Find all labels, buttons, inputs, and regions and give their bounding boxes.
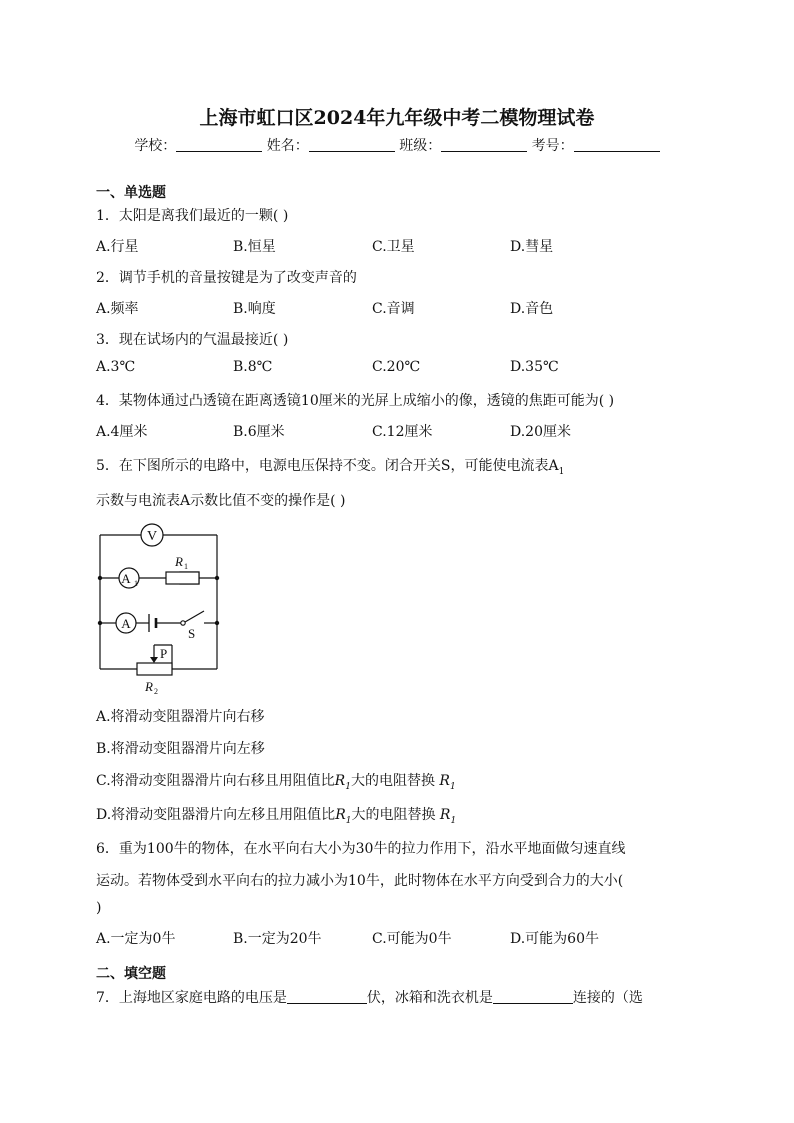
q7-part-1: 7．上海地区家庭电路的电压是 — [96, 990, 287, 1006]
q2-option-c[interactable]: C.音调 — [372, 301, 415, 317]
r1-symbol — [334, 773, 351, 792]
q6-option-d[interactable]: D.可能为60牛 — [510, 931, 599, 947]
question-3-stem: 3．现在试场内的气温最接近( ) — [96, 332, 289, 348]
q5-option-b[interactable]: B.将滑动变阻器滑片向左移 — [96, 741, 265, 757]
q1-option-d[interactable]: D.彗星 — [510, 239, 554, 255]
number-blank[interactable] — [574, 137, 660, 152]
q7-blank-2[interactable] — [493, 989, 573, 1004]
q4-option-d[interactable]: D.20厘米 — [510, 424, 571, 440]
resistor-r1-body — [166, 572, 199, 584]
r1-symbol — [435, 773, 456, 792]
slider-arrow-icon — [150, 657, 158, 663]
r2-label: R — [145, 679, 153, 694]
switch-contact — [181, 621, 185, 625]
question-5-stem-line-1 — [96, 455, 564, 477]
q1-option-a[interactable]: A.行星 — [96, 239, 139, 255]
q4-option-a[interactable]: A.4厘米 — [96, 424, 148, 440]
rheostat-r2 — [137, 663, 172, 675]
school-blank[interactable] — [176, 137, 262, 152]
q5-option-d-mid: 大的电阻替换 — [351, 807, 436, 823]
q5-option-c[interactable] — [96, 770, 456, 792]
q3-option-c[interactable]: C.20℃ — [372, 359, 421, 375]
name-blank[interactable] — [309, 137, 395, 152]
r1-symbol-sub: 1 — [449, 781, 456, 792]
r1-label: R — [175, 554, 183, 569]
q7-blank-1[interactable] — [287, 989, 367, 1004]
r2-label-sub: 2 — [154, 687, 158, 696]
r1-symbol-letter: R — [439, 773, 450, 789]
question-7-stem — [96, 987, 643, 1007]
ammeter-a1-symbol — [548, 458, 565, 477]
switch-label: S — [188, 626, 196, 641]
section-heading-single-choice: 一、单选题 — [96, 185, 166, 201]
r1-symbol — [435, 807, 457, 826]
q1-option-c[interactable]: C.卫星 — [372, 239, 415, 255]
section-heading-fill-in: 二、填空题 — [96, 966, 166, 982]
r1-label-sub: 1 — [184, 562, 188, 571]
q6-option-c[interactable]: C.可能为0牛 — [372, 931, 452, 947]
r1-symbol-letter: R — [334, 773, 346, 789]
q5-option-a[interactable]: A.将滑动变阻器滑片向右移 — [96, 709, 265, 725]
r1-symbol-letter: R — [439, 807, 451, 823]
ammeter-a1-subscript: 1 — [558, 466, 565, 477]
school-label: 学校： — [134, 138, 177, 154]
q3-option-d[interactable]: D.35℃ — [510, 359, 559, 375]
q3-option-a[interactable]: A.3℃ — [96, 359, 136, 375]
question-4-stem: 4．某物体通过凸透镜在距离透镜10厘米的光屏上成缩小的像，透镜的焦距可能为( ) — [96, 393, 615, 409]
name-label: 姓名： — [266, 138, 309, 154]
class-blank[interactable] — [441, 137, 527, 152]
q5-option-d-text: D.将滑动变阻器滑片向左移且用阻值比 — [96, 807, 336, 823]
r1-symbol-sub: 1 — [345, 781, 351, 792]
student-info-line — [0, 135, 794, 155]
page-title: 上海市虹口区2024年九年级中考二模物理试卷 — [199, 107, 595, 129]
q2-option-b[interactable]: B.响度 — [233, 301, 276, 317]
q2-option-a[interactable]: A.频率 — [96, 301, 139, 317]
q2-option-d[interactable]: D.音色 — [510, 301, 554, 317]
q7-part-2: 伏，冰箱和洗衣机是 — [366, 990, 493, 1006]
ammeter-a-label: A — [121, 616, 131, 631]
q5-option-c-mid: 大的电阻替换 — [350, 773, 435, 789]
q5-stem-text: 5．在下图所示的电路中，电源电压保持不变。闭合开关S，可能使电流表 — [96, 458, 549, 474]
q3-option-b[interactable]: B.8℃ — [233, 359, 273, 375]
question-2-stem: 2．调节手机的音量按键是为了改变声音的 — [96, 270, 357, 286]
q4-option-b[interactable]: B.6厘米 — [233, 424, 285, 440]
q6-option-a[interactable]: A.一定为0牛 — [96, 931, 176, 947]
voltmeter-label: V — [146, 529, 158, 544]
q4-option-c[interactable]: C.12厘米 — [372, 424, 433, 440]
r1-symbol-sub: 1 — [345, 815, 352, 826]
q1-option-b[interactable]: B.恒星 — [233, 239, 276, 255]
r1-symbol-sub: 1 — [450, 815, 457, 826]
ammeter-a1-label: A — [121, 571, 131, 586]
class-label: 班级： — [399, 138, 442, 154]
r1-symbol-letter: R — [335, 807, 346, 823]
q7-part-3: 连接的（选 — [572, 990, 643, 1006]
q6-option-b[interactable]: B.一定为20牛 — [233, 931, 322, 947]
slider-label: P — [160, 646, 168, 661]
question-6-line-3: ) — [96, 900, 102, 916]
question-6-line-2: 运动。若物体受到水平向右的拉力减小为10牛，此时物体在水平方向受到合力的大小( — [96, 873, 624, 889]
number-label: 考号： — [531, 138, 574, 154]
ammeter-a1-letter: A — [548, 458, 559, 474]
question-1-stem: 1．太阳是离我们最近的一颗( ) — [96, 208, 289, 224]
q5-option-c-text: C.将滑动变阻器滑片向右移且用阻值比 — [96, 773, 335, 789]
question-6-line-1: 6．重为100牛的物体，在水平向右大小为30牛的拉力作用下，沿水平地面做匀速直线 — [96, 841, 626, 857]
circuit-diagram — [90, 518, 230, 700]
r1-symbol — [335, 807, 352, 826]
q5-option-d[interactable] — [96, 804, 456, 826]
ammeter-a1-label-sub: 1 — [134, 579, 138, 588]
question-5-stem-line-2: 示数与电流表A示数比值不变的操作是( ) — [96, 493, 346, 509]
